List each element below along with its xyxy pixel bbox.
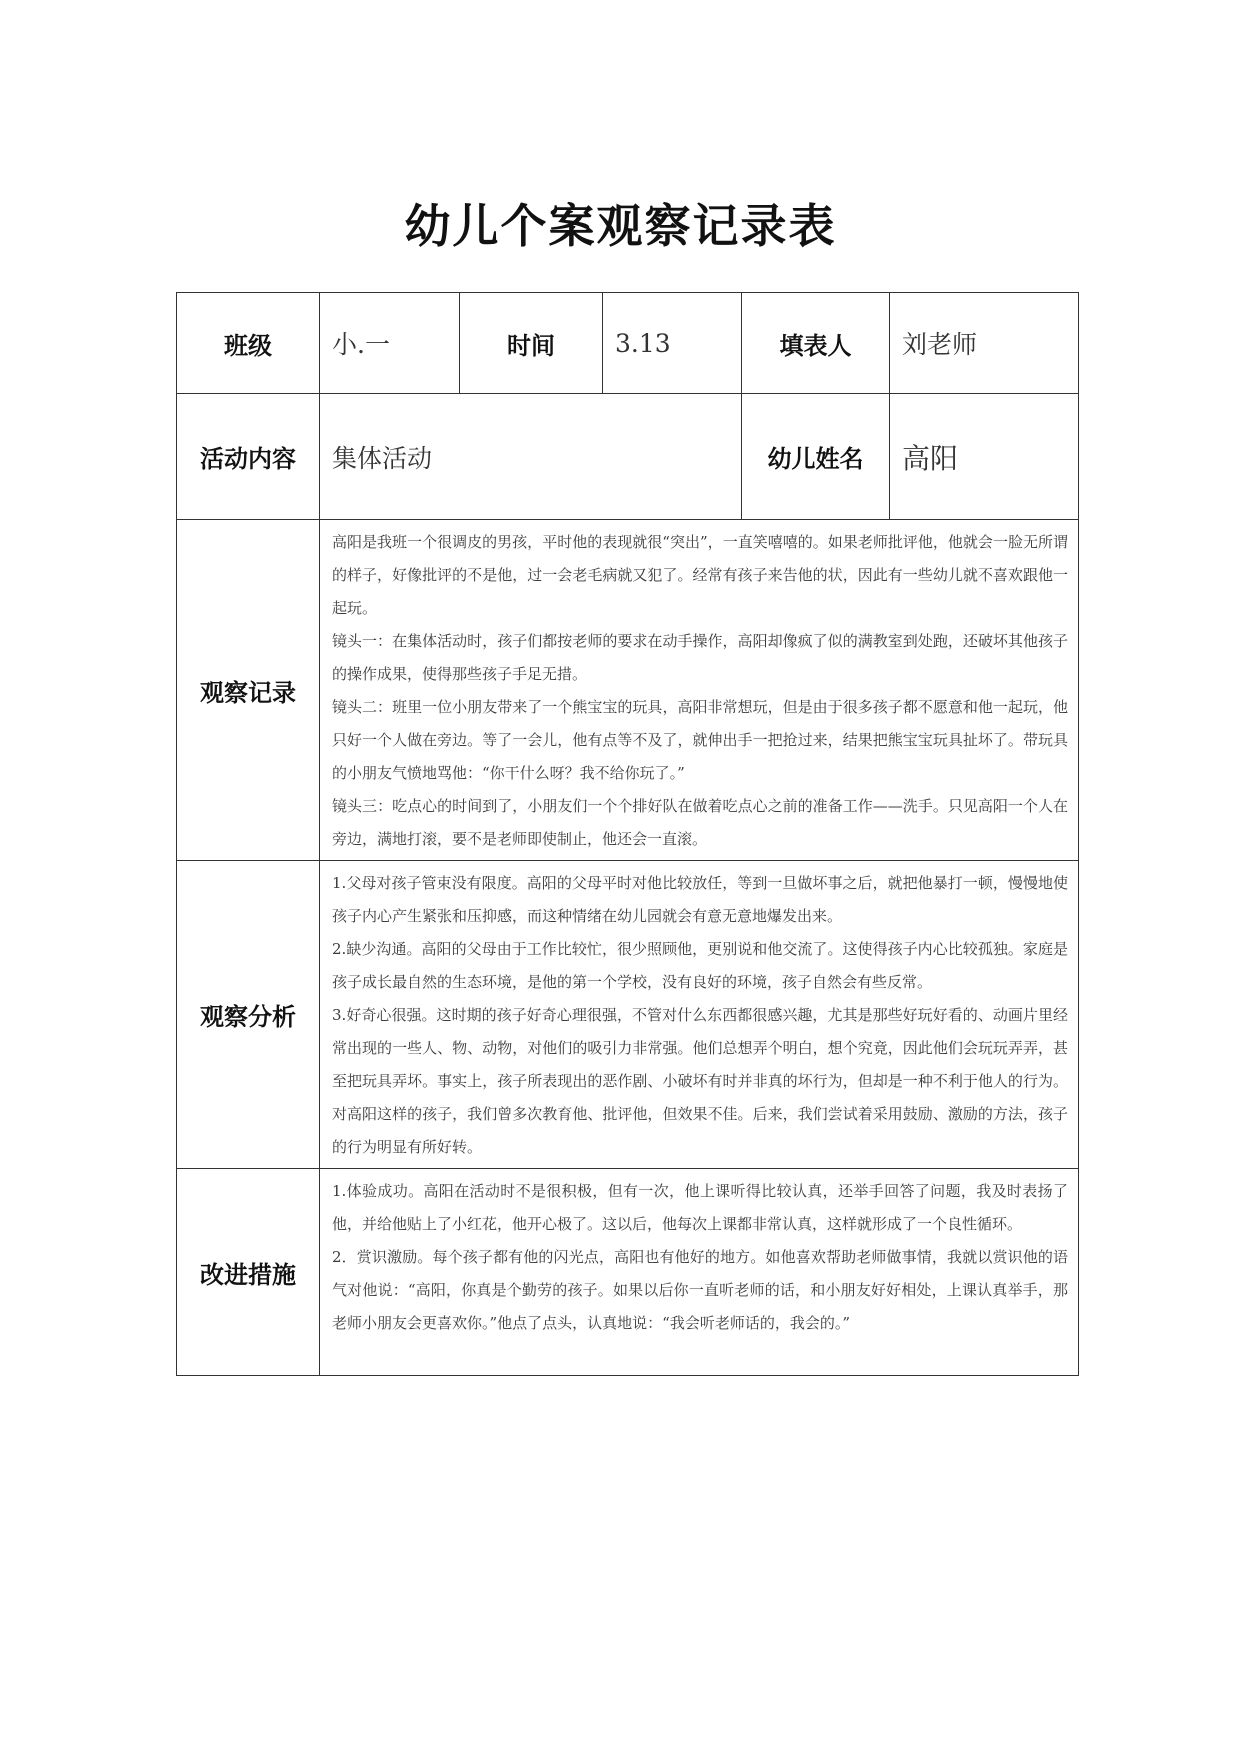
child-name-value: 高阳 [890,394,1079,520]
analysis-row [177,861,1079,1169]
filler-value: 刘老师 [890,293,1079,394]
observation-record-table [176,292,1079,1376]
class-label: 班级 [177,293,320,394]
activity-content-value: 集体活动 [320,394,742,520]
page-title: 幼儿个案观察记录表 [404,199,837,253]
observation-paragraph: 高阳是我班一个很调皮的男孩，平时他的表现就很“突出”，一直笑嘻嘻的。如果老师批评他，他就会一脸无所谓的样子，好像批评的不是他，过一会老毛病就又犯了。经常有孩子来告他的状，因此有一些幼儿就不喜欢跟他一起玩。 [332,533,1068,617]
time-value: 3.13 [603,293,742,394]
filler-label: 填表人 [742,293,890,394]
observation-paragraph: 镜头一：在集体活动时，孩子们都按老师的要求在动手操作，高阳却像疯了似的满教室到处跑，还破坏其他孩子的操作成果，使得那些孩子手足无措。 [332,632,1068,683]
activity-row [177,394,1079,520]
analysis-label: 观察分析 [177,861,320,1169]
improvement-label: 改进措施 [177,1169,320,1376]
improvement-paragraph: 1.体验成功。高阳在活动时不是很积极，但有一次，他上课听得比较认真，还举手回答了问题，我及时表扬了他，并给他贴上了小红花，他开心极了。这以后，他每次上课都非常认真，这样就形成了一个良性循环。 [332,1182,1068,1233]
observation-paragraph: 镜头二：班里一位小朋友带来了一个熊宝宝的玩具，高阳非常想玩，但是由于很多孩子都不愿意和他一起玩，他只好一个人做在旁边。等了一会儿，他有点等不及了，就伸出手一把抢过来，结果把熊宝宝玩具扯坏了。带玩具的小朋友气愤地骂他：“你干什么呀？我不给你玩了。” [332,698,1068,782]
analysis-paragraph: 2.缺少沟通。高阳的父母由于工作比较忙，很少照顾他，更别说和他交流了。这使得孩子内心比较孤独。家庭是孩子成长最自然的生态环境，是他的第一个学校，没有良好的环境，孩子自然会有些反常。 [332,940,1068,991]
activity-content-label: 活动内容 [177,394,320,520]
analysis-paragraph: 1.父母对孩子管束没有限度。高阳的父母平时对他比较放任，等到一旦做坏事之后，就把他暴打一顿，慢慢地使孩子内心产生紧张和压抑感，而这种情绪在幼儿园就会有意无意地爆发出来。 [332,874,1068,925]
observation-paragraph: 镜头三：吃点心的时间到了，小朋友们一个个排好队在做着吃点心之前的准备工作——洗手。只见高阳一个人在旁边，满地打滚，要不是老师即使制止，他还会一直滚。 [332,797,1068,848]
observation-text [320,520,1079,861]
observation-row [177,520,1079,861]
class-value: 小.一 [320,293,460,394]
header-row [177,293,1079,394]
improvement-paragraph: 2．赏识激励。每个孩子都有他的闪光点，高阳也有他好的地方。如他喜欢帮助老师做事情，我就以赏识他的语气对他说：“高阳，你真是个勤劳的孩子。如果以后你一直听老师的话，和小朋友好好相处，上课认真举手，那老师小朋友会更喜欢你。”他点了点头，认真地说：“我会听老师话的，我会的。” [332,1248,1068,1332]
analysis-text [320,861,1079,1169]
observation-label: 观察记录 [177,520,320,861]
analysis-paragraph: 3.好奇心很强。这时期的孩子好奇心理很强，不管对什么东西都很感兴趣，尤其是那些好玩好看的、动画片里经常出现的一些人、物、动物，对他们的吸引力非常强。他们总想弄个明白，想个究竟，因此他们会玩玩弄弄，甚至把玩具弄坏。事实上，孩子所表现出的恶作剧、小破坏有时并非真的坏行为，但却是一种不利于他人的行为。对高阳这样的孩子，我们曾多次教育他、批评他，但效果不佳。后来，我们尝试着采用鼓励、激励的方法，孩子的行为明显有所好转。 [332,1006,1068,1156]
child-name-label: 幼儿姓名 [742,394,890,520]
time-label: 时间 [460,293,603,394]
improvement-row [177,1169,1079,1376]
improvement-text [320,1169,1079,1376]
